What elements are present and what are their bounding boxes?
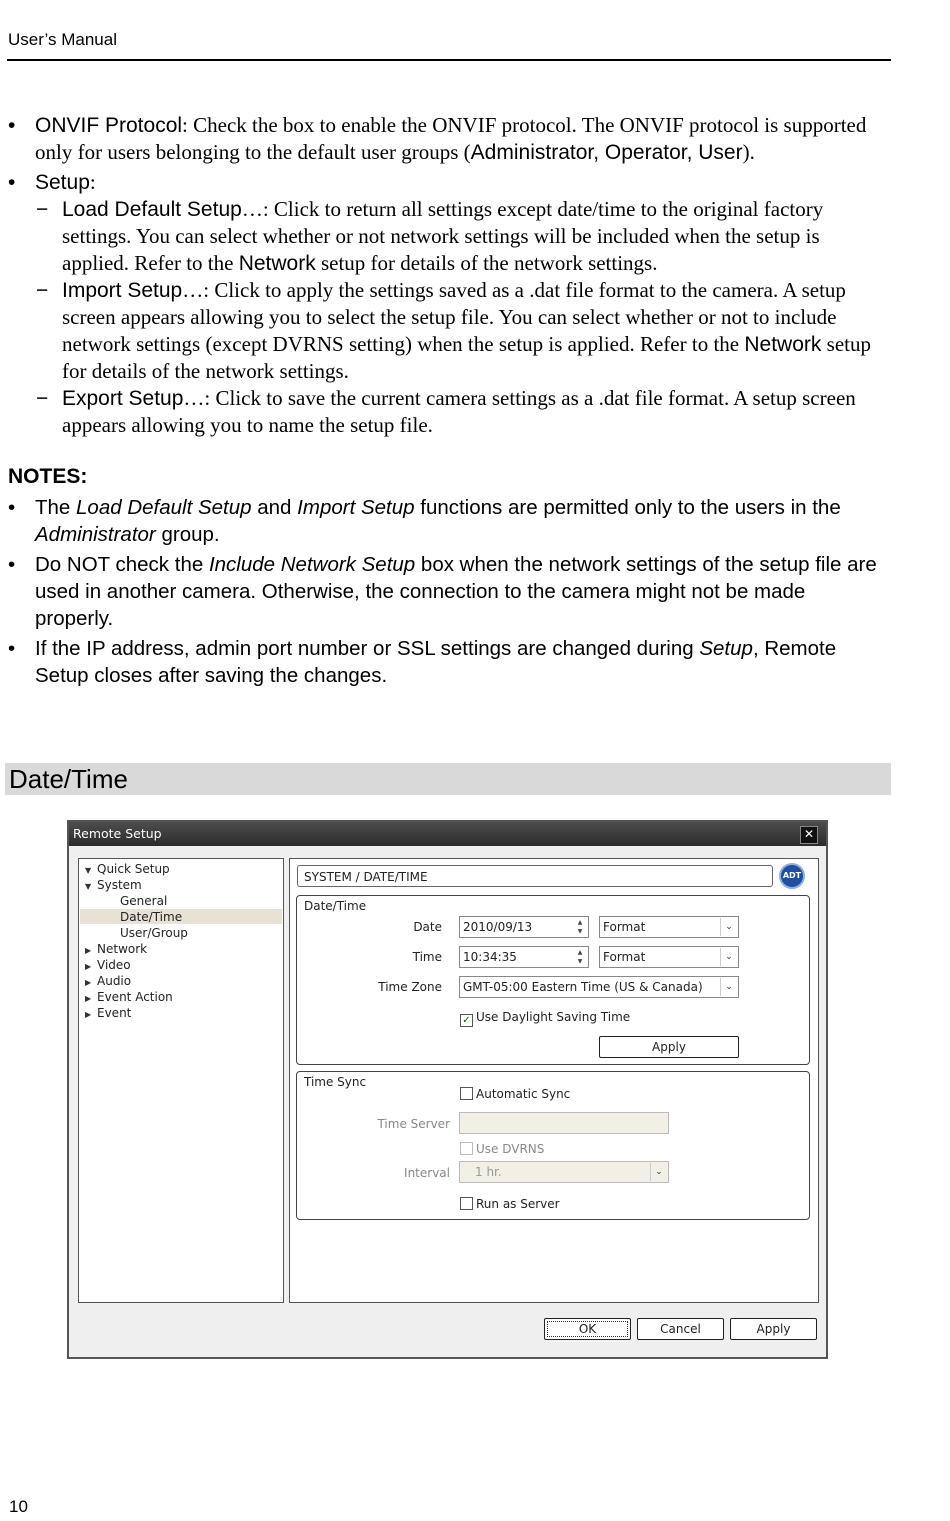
body-text: [8, 112, 888, 689]
note-3-text-a: If the IP address, admin port number or SSL settings are changed during: [35, 637, 700, 660]
time-format-value: Format: [603, 950, 646, 964]
notes-title: NOTES:: [8, 465, 88, 488]
date-format-select[interactable]: [599, 916, 739, 938]
load-default-text-2: setup for details of the network settings.: [315, 251, 658, 275]
import-setup-text-1: …: Click to apply the settings saved as a .dat file format to the camera. A setup screen appears allowing you to select the setup file. You can select whether or not to include network settings (except DVRNS setting) when the setup is applied. Refer to the: [62, 278, 846, 356]
date-label: Date: [413, 920, 442, 934]
setup-tree: [78, 858, 284, 1303]
apply-button[interactable]: Apply: [730, 1318, 817, 1340]
time-server-input[interactable]: [459, 1112, 669, 1134]
note-1-text-g: group.: [155, 523, 220, 546]
time-format-select[interactable]: [599, 946, 739, 968]
adt-logo: ADT: [779, 863, 805, 889]
chevron-down-icon: ⌄: [720, 948, 737, 966]
chevron-right-icon: ▶: [85, 994, 92, 1003]
chevron-down-icon: ▼: [85, 866, 92, 875]
interval-label: Interval: [404, 1166, 450, 1180]
page-number: 10: [9, 1497, 28, 1516]
automatic-sync-box: [460, 1087, 473, 1100]
tree-item-usergroup[interactable]: User/Group: [120, 926, 188, 940]
chevron-down-icon: ▼: [85, 882, 92, 891]
load-default-label: Load Default Setup: [62, 198, 242, 221]
automatic-sync-label: Automatic Sync: [476, 1087, 571, 1101]
interval-value: 1 hr.: [475, 1165, 502, 1179]
panel-title: SYSTEM / DATE/TIME: [297, 865, 773, 887]
section-bar: [5, 763, 891, 795]
setup-colon: :: [89, 170, 96, 194]
dst-checkbox[interactable]: [460, 1010, 630, 1027]
close-icon[interactable]: ✕: [800, 826, 818, 844]
chevron-down-icon: ⌄: [720, 918, 737, 936]
time-value: 10:34:35: [463, 950, 517, 964]
note-1-italic-f: Administrator: [35, 523, 156, 546]
note-1: [8, 494, 888, 548]
tree-item-datetime[interactable]: Date/Time: [120, 910, 183, 924]
dst-label: Use Daylight Saving Time: [476, 1010, 631, 1024]
note-2: [8, 551, 888, 632]
onvif-bullet: [8, 112, 888, 166]
import-setup-label: Import Setup: [62, 279, 183, 302]
datetime-group: [296, 895, 810, 1065]
remote-setup-dialog: [67, 820, 828, 1359]
export-setup-text: …: Click to save the current camera settings as a .dat file format. A setup screen appears allowing you to name the setup file.: [62, 386, 856, 437]
cancel-button[interactable]: Cancel: [637, 1318, 724, 1340]
note-2-text-c: box when the network settings of the setup file are used in another camera. Otherwise, the connection to the camera might not be made properly.: [35, 553, 877, 630]
setup-label: Setup: [35, 171, 90, 194]
onvif-text-2: ).: [742, 140, 755, 164]
header-rule: [7, 59, 891, 61]
import-setup-ref: Network: [744, 333, 822, 356]
setup-bullet: [8, 169, 888, 196]
chevron-down-icon: ⌄: [650, 1163, 667, 1181]
automatic-sync-checkbox[interactable]: [460, 1087, 570, 1101]
section-title: Date/Time: [9, 764, 128, 794]
tree-item-audio-label: Audio: [97, 974, 132, 988]
note-1-text-a: The: [35, 496, 77, 519]
note-1-text-c: and: [251, 496, 298, 519]
checkmark-icon: ✓: [460, 1014, 473, 1027]
datetime-apply-button[interactable]: Apply: [599, 1036, 739, 1058]
note-1-italic-b: Load Default Setup: [76, 496, 252, 519]
chevron-right-icon: ▶: [85, 946, 92, 955]
run-as-server-label: Run as Server: [476, 1197, 560, 1211]
datetime-group-label: Date/Time: [304, 899, 367, 913]
note-3: [8, 635, 888, 689]
note-3-text-c: , Remote Setup closes after saving the changes.: [35, 637, 837, 687]
load-default-item: [8, 196, 888, 277]
chevron-right-icon: ▶: [85, 962, 92, 971]
dialog-titlebar: [69, 822, 826, 846]
tree-item-network-label: Network: [97, 942, 148, 956]
spinner-arrows-icon[interactable]: ▲ ▼: [577, 919, 583, 935]
timezone-select[interactable]: [459, 976, 739, 998]
use-dvrns-checkbox[interactable]: [460, 1142, 544, 1156]
tree-item-event[interactable]: [85, 1005, 131, 1023]
export-setup-item: [8, 385, 888, 439]
timezone-label: Time Zone: [378, 980, 442, 994]
time-label: Time: [412, 950, 442, 964]
time-spinner[interactable]: [459, 946, 589, 968]
date-format-value: Format: [603, 920, 646, 934]
chevron-right-icon: ▶: [85, 978, 92, 987]
load-default-text-1: …: Click to return all settings except date/time to the original factory settings. You can select whether or not network settings will be included when the setup is applied. Refer to the: [62, 197, 824, 275]
tree-item-quick-setup-label: Quick Setup: [97, 862, 170, 876]
tree-item-video-label: Video: [97, 958, 131, 972]
note-1-text-e: functions are permitted only to the users in the: [414, 496, 841, 519]
time-server-label: Time Server: [377, 1117, 450, 1131]
run-as-server-checkbox[interactable]: [460, 1197, 560, 1211]
content-pane: [289, 858, 819, 1303]
note-2-text-a: Do NOT check the: [35, 553, 209, 576]
timesync-group: [296, 1071, 810, 1220]
page-header: User’s Manual: [8, 30, 117, 49]
date-value: 2010/09/13: [463, 920, 533, 934]
tree-item-event-action-label: Event Action: [97, 990, 173, 1004]
import-setup-item: [8, 277, 888, 385]
use-dvrns-label: Use DVRNS: [476, 1142, 545, 1156]
onvif-label: ONVIF Protocol: [35, 114, 183, 137]
run-as-server-box: [460, 1197, 473, 1210]
export-setup-label: Export Setup: [62, 387, 184, 410]
load-default-ref: Network: [238, 252, 316, 275]
onvif-text-1: : Check the box to enable the ONVIF protocol. The ONVIF protocol is supported only for users belonging to the default user groups (: [35, 113, 867, 164]
spinner-arrows-icon[interactable]: ▲ ▼: [577, 949, 583, 965]
ok-button[interactable]: OK: [544, 1318, 631, 1340]
date-spinner[interactable]: [459, 916, 589, 938]
dialog-title: Remote Setup: [73, 826, 162, 841]
onvif-groups: Administrator, Operator, User: [470, 141, 743, 164]
interval-select[interactable]: [459, 1161, 669, 1183]
timesync-group-label: Time Sync: [304, 1075, 367, 1089]
tree-item-general[interactable]: General: [120, 894, 168, 908]
use-dvrns-box: [460, 1142, 473, 1155]
tree-item-event-label: Event: [97, 1006, 132, 1020]
chevron-down-icon: ⌄: [720, 978, 737, 996]
note-3-italic-b: Setup: [699, 637, 753, 660]
note-1-italic-d: Import Setup: [297, 496, 415, 519]
note-2-italic-b: Include Network Setup: [208, 553, 416, 576]
chevron-right-icon: ▶: [85, 1010, 92, 1019]
timezone-value: GMT-05:00 Eastern Time (US & Canada): [463, 980, 703, 994]
import-setup-text-2: setup for details of the network settings.: [62, 332, 871, 383]
tree-item-system-label: System: [97, 878, 142, 892]
